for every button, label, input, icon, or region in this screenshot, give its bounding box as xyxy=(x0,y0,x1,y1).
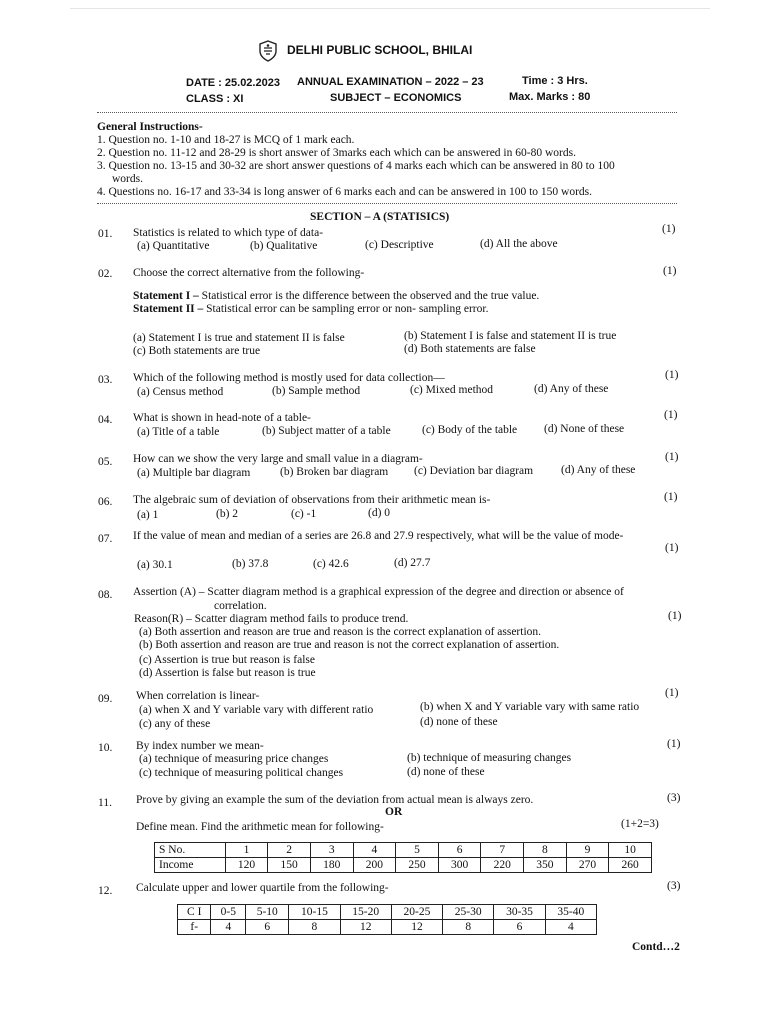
table-cell: 260 xyxy=(609,858,652,873)
option: (b) Qualitative xyxy=(250,240,318,252)
divider xyxy=(97,203,677,204)
question-marks: (1) xyxy=(667,738,681,750)
exam-name: ANNUAL EXAMINATION – 2022 – 23 xyxy=(297,76,484,88)
table-cell: 10 xyxy=(609,843,652,858)
option: (c) Both statements are true xyxy=(133,345,261,357)
option: (a) Statement I is true and statement II is false xyxy=(133,332,345,344)
table-cell: 200 xyxy=(353,858,396,873)
option: (a) Multiple bar diagram xyxy=(137,467,251,479)
table-cell: 0-5 xyxy=(211,905,246,920)
exam-date: DATE : 25.02.2023 xyxy=(186,77,280,89)
option: (a) Census method xyxy=(137,386,224,398)
instruction-item: words. xyxy=(112,173,143,185)
question-marks: (1) xyxy=(662,223,676,235)
option: (a) Both assertion and reason are true and reason is the correct explanation of assertion. xyxy=(139,626,542,638)
option: (b) when X and Y variable vary with same ratio xyxy=(420,701,640,713)
question-number: 03. xyxy=(98,374,113,386)
table-cell: 20-25 xyxy=(391,905,442,920)
table-cell: 25-30 xyxy=(443,905,494,920)
section-title: SECTION – A (STATISICS) xyxy=(310,211,450,223)
table-cell: 5 xyxy=(396,843,439,858)
question-number: 05. xyxy=(98,456,113,468)
table-cell: C I xyxy=(178,905,211,920)
option: (c) -1 xyxy=(291,508,317,520)
question-text: Choose the correct alternative from the following- xyxy=(133,267,365,279)
option: (d) none of these xyxy=(407,766,485,778)
question-marks: (1) xyxy=(665,687,679,699)
question-number: 01. xyxy=(98,228,113,240)
table-row xyxy=(178,905,597,920)
table-cell: 4 xyxy=(545,920,596,935)
table-cell: 220 xyxy=(481,858,524,873)
option: (b) 37.8 xyxy=(232,558,269,570)
question-number: 11. xyxy=(98,797,112,809)
table-cell: 10-15 xyxy=(289,905,340,920)
table-cell: 6 xyxy=(246,920,289,935)
table-row xyxy=(178,920,597,935)
question-text: Statistics is related to which type of data- xyxy=(133,227,324,239)
question-number: 08. xyxy=(98,589,113,601)
exam-class: CLASS : XI xyxy=(186,93,244,105)
table-cell: 7 xyxy=(481,843,524,858)
table-cell: 270 xyxy=(566,858,609,873)
table-cell: 4 xyxy=(353,843,396,858)
reason-text: Reason(R) – Scatter diagram method fails to produce trend. xyxy=(134,613,409,625)
scan-edge-line xyxy=(70,8,710,9)
table-cell: 150 xyxy=(268,858,311,873)
option: (a) 1 xyxy=(137,509,159,521)
statement-label: Statement II – xyxy=(133,303,204,315)
question-number: 04. xyxy=(98,414,113,426)
instruction-item: 4. Questions no. 16-17 and 33-34 is long answer of 6 marks each and can be answered in 100 to 150 words. xyxy=(97,186,593,198)
table-cell: 8 xyxy=(524,843,567,858)
option: (d) Both statements are false xyxy=(404,343,536,355)
table-cell: 6 xyxy=(494,920,545,935)
question-marks: (1+2=3) xyxy=(621,818,659,830)
assertion-text: Assertion (A) – Scatter diagram method is a graphical expression of the degree and direction or absence of xyxy=(133,586,624,598)
option: (b) technique of measuring changes xyxy=(407,752,572,764)
table-cell: 6 xyxy=(438,843,481,858)
question-text: The algebraic sum of deviation of observations from their arithmetic mean is- xyxy=(133,494,491,506)
question-text: By index number we mean- xyxy=(136,740,264,752)
table-cell: 15-20 xyxy=(340,905,391,920)
table-cell: 8 xyxy=(289,920,340,935)
statement-label: Statement I – xyxy=(133,290,199,302)
divider xyxy=(97,112,677,113)
option: (d) 0 xyxy=(368,507,391,519)
table-cell: 350 xyxy=(524,858,567,873)
question-text: Prove by giving an example the sum of the deviation from actual mean is always zero. xyxy=(136,794,534,806)
question-text: Calculate upper and lower quartile from the following- xyxy=(136,882,389,894)
table-cell: 4 xyxy=(211,920,246,935)
option: (a) technique of measuring price changes xyxy=(139,753,329,765)
option: (c) Descriptive xyxy=(365,239,434,251)
table-cell: 8 xyxy=(443,920,494,935)
max-marks: Max. Marks : 80 xyxy=(509,91,591,103)
question-marks: (1) xyxy=(664,491,678,503)
table-cell: 180 xyxy=(310,858,353,873)
option: (d) Any of these xyxy=(561,464,636,476)
statement-1 xyxy=(133,290,539,302)
instruction-item: 2. Question no. 11-12 and 28-29 is short answer of 3marks each which can be answered in 60-80 words. xyxy=(97,147,576,159)
question-text: How can we show the very large and small value in a diagram- xyxy=(133,453,423,465)
exam-subject: SUBJECT – ECONOMICS xyxy=(330,92,462,104)
option: (d) Any of these xyxy=(534,383,609,395)
school-name: DELHI PUBLIC SCHOOL, BHILAI xyxy=(287,43,473,57)
question-marks: (1) xyxy=(664,409,678,421)
table-cell: 35-40 xyxy=(545,905,596,920)
school-logo xyxy=(257,40,279,62)
question-marks: (1) xyxy=(663,265,677,277)
option: (b) Sample method xyxy=(272,385,361,397)
assertion-text: correlation. xyxy=(214,600,267,612)
table-row xyxy=(155,843,652,858)
option: (a) when X and Y variable vary with different ratio xyxy=(139,704,374,716)
class-interval-table xyxy=(177,904,597,935)
option: (d) Assertion is false but reason is true xyxy=(139,667,316,679)
option: (c) Assertion is true but reason is false xyxy=(139,654,315,666)
option: (b) Broken bar diagram xyxy=(280,466,389,478)
table-cell: 250 xyxy=(396,858,439,873)
table-cell: 12 xyxy=(391,920,442,935)
question-marks: (1) xyxy=(665,369,679,381)
table-cell: 120 xyxy=(225,858,268,873)
table-row xyxy=(155,858,652,873)
question-number: 07. xyxy=(98,533,113,545)
option: (c) 42.6 xyxy=(313,558,349,570)
question-marks: (3) xyxy=(667,792,681,804)
table-cell: 30-35 xyxy=(494,905,545,920)
continued-note: Contd…2 xyxy=(632,941,680,953)
question-number: 09. xyxy=(98,693,113,705)
question-text: What is shown in head-note of a table- xyxy=(133,412,311,424)
question-number: 02. xyxy=(98,268,113,280)
option: (b) Subject matter of a table xyxy=(262,425,391,437)
option: (b) Statement I is false and statement II is true xyxy=(404,330,617,342)
table-cell: 9 xyxy=(566,843,609,858)
question-number: 12. xyxy=(98,885,113,897)
table-cell: 300 xyxy=(438,858,481,873)
question-text: If the value of mean and median of a series are 26.8 and 27.9 respectively, what will be the value of mode- xyxy=(133,530,624,542)
statement-text: Statistical error can be sampling error or non- sampling error. xyxy=(206,303,489,315)
question-marks: (1) xyxy=(668,610,682,622)
option: (a) Title of a table xyxy=(137,426,220,438)
statement-text: Statistical error is the difference between the observed and the true value. xyxy=(201,290,540,302)
table-cell: 12 xyxy=(340,920,391,935)
table-cell: 2 xyxy=(268,843,311,858)
table-cell: f- xyxy=(178,920,211,935)
table-cell: 1 xyxy=(225,843,268,858)
table-cell: 5-10 xyxy=(246,905,289,920)
question-number: 06. xyxy=(98,496,113,508)
instructions-title: General Instructions- xyxy=(97,121,203,133)
exam-time: Time : 3 Hrs. xyxy=(522,75,588,87)
option: (b) 2 xyxy=(216,508,239,520)
question-number: 10. xyxy=(98,742,113,754)
option: (d) None of these xyxy=(544,423,625,435)
option: (c) Mixed method xyxy=(410,384,494,396)
option: (d) 27.7 xyxy=(394,557,431,569)
option: (c) any of these xyxy=(139,718,211,730)
option: (c) Body of the table xyxy=(422,424,518,436)
or-label: OR xyxy=(385,806,403,818)
option: (d) none of these xyxy=(420,716,498,728)
option: (d) All the above xyxy=(480,238,558,250)
option: (a) Quantitative xyxy=(137,240,210,252)
statement-2 xyxy=(133,303,488,315)
income-table xyxy=(154,842,652,873)
question-text: When correlation is linear- xyxy=(136,690,260,702)
instruction-item: 3. Question no. 13-15 and 30-32 are short answer questions of 4 marks each which can be answered in 80 to 100 xyxy=(97,160,615,172)
option: (a) 30.1 xyxy=(137,559,173,571)
question-marks: (1) xyxy=(665,542,679,554)
instruction-item: 1. Question no. 1-10 and 18-27 is MCQ of 1 mark each. xyxy=(97,134,355,146)
option: (c) technique of measuring political changes xyxy=(139,767,344,779)
question-text: Which of the following method is mostly used for data collection— xyxy=(133,372,445,384)
table-cell: Income xyxy=(155,858,226,873)
question-marks: (1) xyxy=(665,451,679,463)
table-cell: S No. xyxy=(155,843,226,858)
option: (b) Both assertion and reason are true and reason is not the correct explanation of assertion. xyxy=(139,639,560,651)
table-cell: 3 xyxy=(310,843,353,858)
question-text: Define mean. Find the arithmetic mean for following- xyxy=(136,821,384,833)
question-marks: (3) xyxy=(667,880,681,892)
option: (c) Deviation bar diagram xyxy=(414,465,534,477)
